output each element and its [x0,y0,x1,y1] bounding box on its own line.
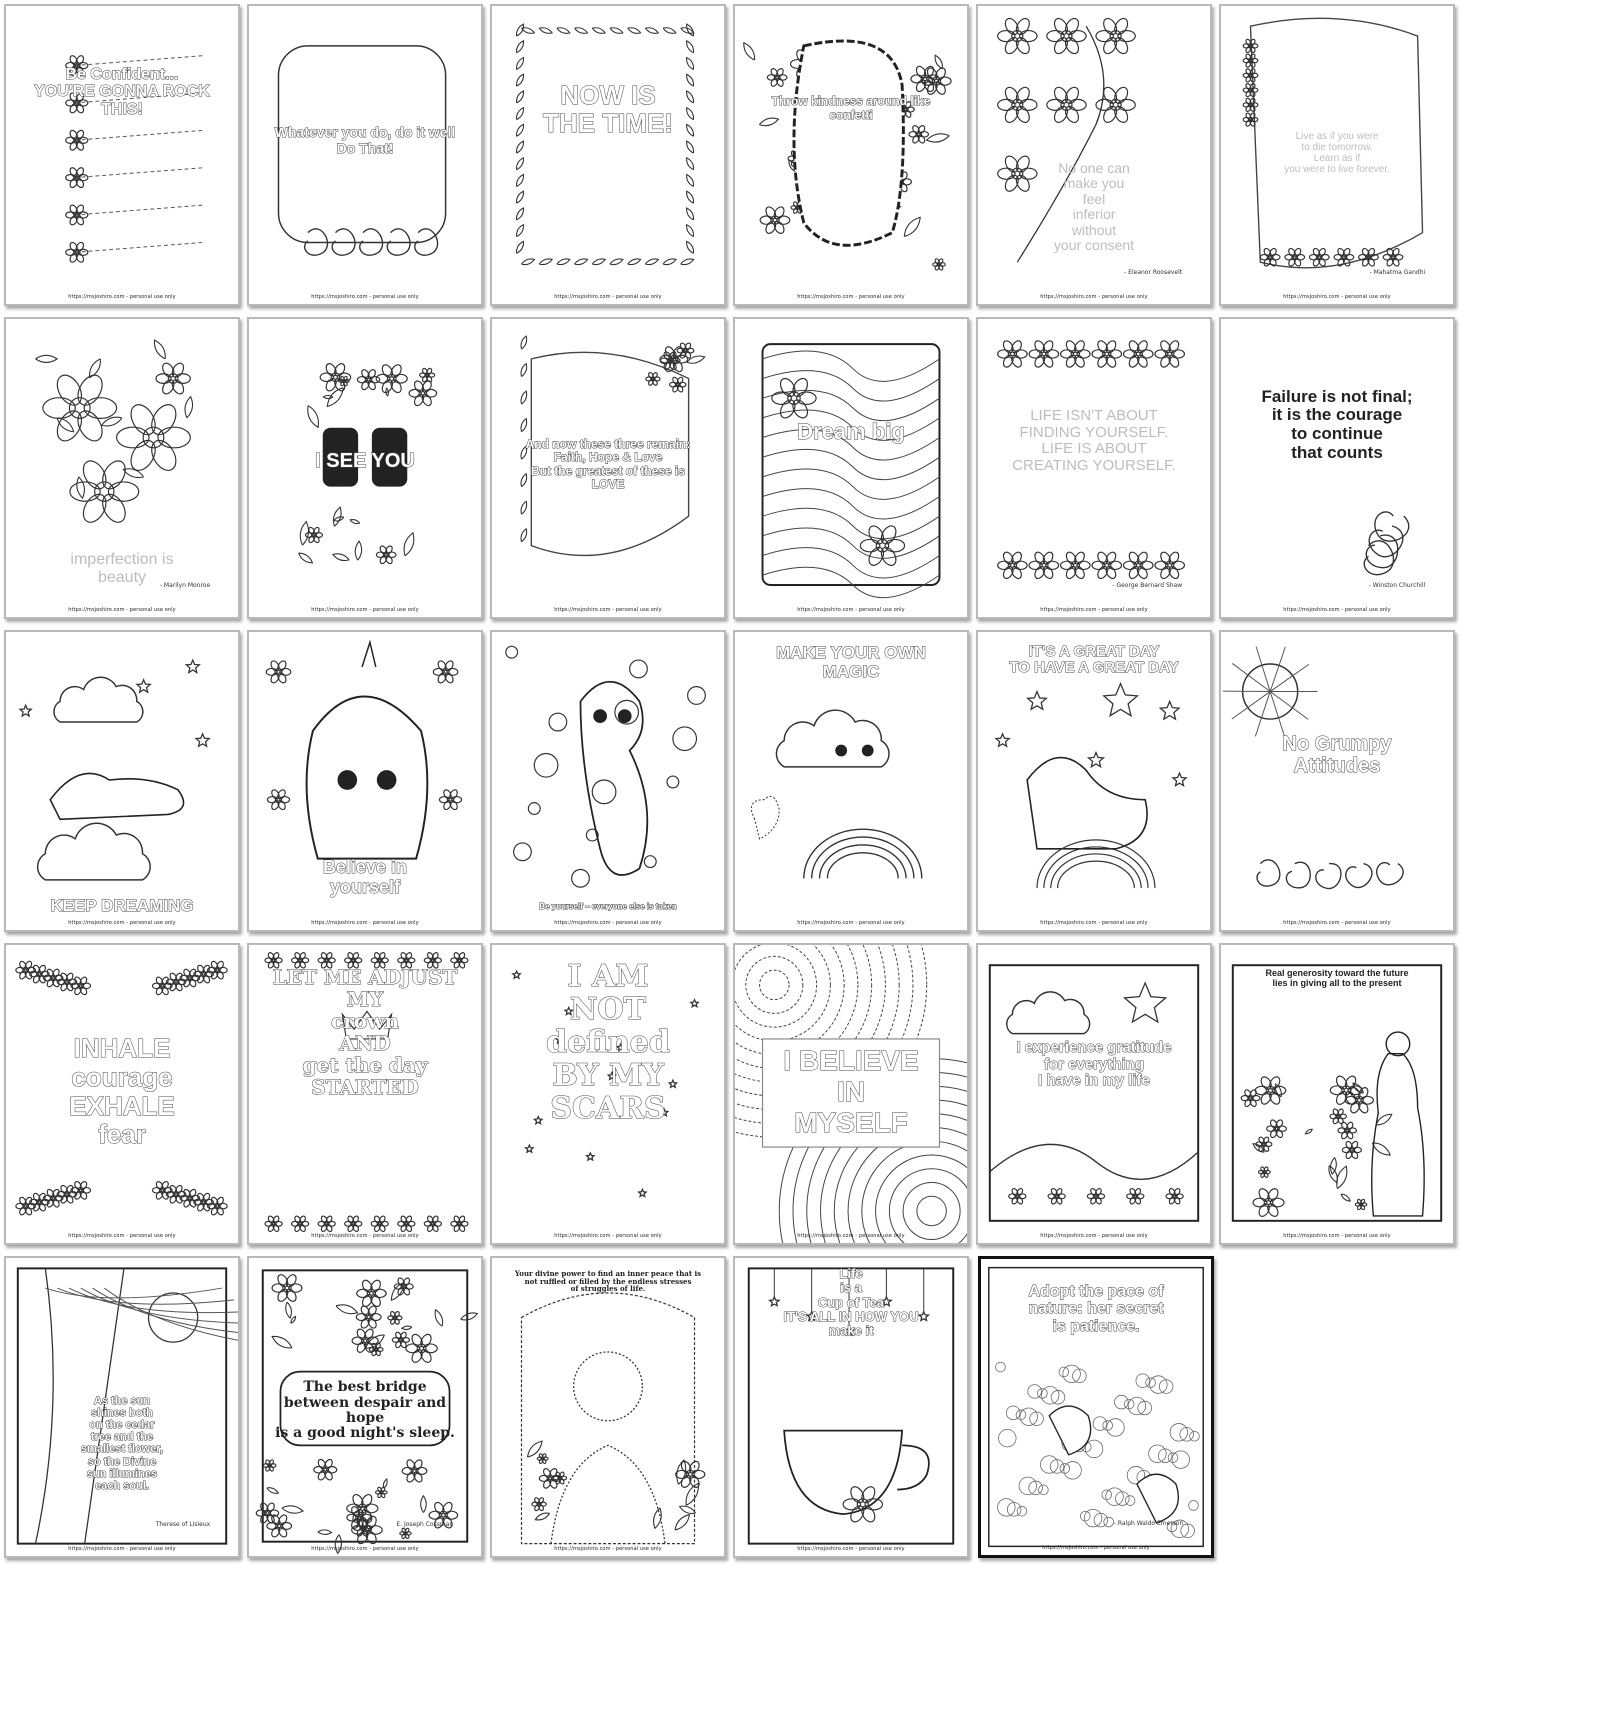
coloring-page-thumbnail[interactable] [490,4,726,306]
page-footer-url: https://msjoshiro.com - personal use only [1040,294,1148,300]
coloring-page-thumbnail[interactable] [1219,943,1455,1245]
quote-text: Adopt the pace of nature: her secret is patience. [1028,1282,1164,1335]
page-footer-url: https://msjoshiro.com - personal use only [797,294,905,300]
coloring-page-thumbnail[interactable] [733,943,969,1245]
coloring-page-thumbnail[interactable] [490,1256,726,1558]
page-footer-url: https://msjoshiro.com - personal use only [68,920,176,926]
page-footer-url: https://msjoshiro.com - personal use only [68,1233,176,1239]
coloring-illustration [1221,632,1453,930]
quote-text: NOW IS THE TIME! [543,79,673,139]
page-footer-url: https://msjoshiro.com - personal use only [554,1546,662,1552]
quote-attribution: - Winston Churchill [1368,582,1426,589]
quote-text: I SEE YOU [315,450,415,473]
quote-text: Live as if you were to die tomorrow. Learn as if you were to live forever. [1284,131,1390,176]
quote-text: I AM NOT defined BY MY SCARS [546,958,670,1126]
coloring-page-thumbnail[interactable] [976,943,1212,1245]
coloring-page-thumbnail[interactable] [4,630,240,932]
quote-text: Real generosity toward the future lies in giving all to the present [1265,967,1409,988]
coloring-page-thumbnail[interactable] [733,630,969,932]
page-footer-url: https://msjoshiro.com - personal use only [311,607,419,613]
quote-text: IT'S A GREAT DAY TO HAVE A GREAT DAY [1009,642,1179,677]
coloring-illustration [6,632,238,930]
coloring-page-thumbnail[interactable] [4,943,240,1245]
page-footer-url: https://msjoshiro.com - personal use only [68,1546,176,1552]
page-footer-url: https://msjoshiro.com - personal use only [1283,920,1391,926]
coloring-page-thumbnail[interactable] [247,630,483,932]
coloring-illustration [492,6,724,304]
page-footer-url: https://msjoshiro.com - personal use only [1283,607,1391,613]
coloring-illustration [978,6,1210,304]
quote-text: No Grumpy Attitudes [1282,733,1392,778]
coloring-page-thumbnail[interactable] [733,1256,969,1558]
quote-text: Dream big [797,419,905,445]
quote-text: Whatever you do, do it well Do That! [274,124,456,156]
quote-text: INHALE courage EXHALE fear [69,1033,175,1150]
page-footer-url: https://msjoshiro.com - personal use only [68,607,176,613]
coloring-illustration [492,632,724,930]
coloring-page-thumbnail[interactable] [733,317,969,619]
page-footer-url: https://msjoshiro.com - personal use only [797,920,905,926]
quote-text: KEEP DREAMING [50,896,194,916]
quote-attribution: - George Bernard Shaw [1112,582,1183,589]
coloring-illustration [1221,945,1453,1243]
quote-text: The best bridge between despair and hope is a good night's sleep. [275,1379,455,1442]
page-footer-url: https://msjoshiro.com - personal use only [797,1233,905,1239]
page-footer-url: https://msjoshiro.com - personal use only [797,1546,905,1552]
coloring-page-thumbnail[interactable] [1219,317,1455,619]
quote-text: Throw kindness around like confetti [771,94,931,122]
page-footer-url: https://msjoshiro.com - personal use only [554,920,662,926]
coloring-page-thumbnail[interactable] [247,1256,483,1558]
page-footer-url: https://msjoshiro.com - personal use only [1040,607,1148,613]
page-footer-url: https://msjoshiro.com - personal use only [1040,920,1148,926]
coloring-page-thumbnail[interactable] [1219,4,1455,306]
quote-attribution: E. Joseph Cossman [396,1521,454,1528]
quote-attribution: - Eleanor Roosevelt [1124,269,1183,276]
page-footer-url: https://msjoshiro.com - personal use only [1283,1233,1391,1239]
page-footer-url: https://msjoshiro.com - personal use only [1042,1545,1150,1551]
quote-text: Failure is not final; it is the courage to continue that counts [1261,386,1413,462]
quote-attribution: - Marilyn Monroe [159,582,211,589]
coloring-page-thumbnail[interactable] [247,943,483,1245]
page-footer-url: https://msjoshiro.com - personal use only [554,1233,662,1239]
coloring-illustration [735,319,967,617]
quote-text: Be Confident... YOU'RE GONNA ROCK THIS! [34,65,210,118]
coloring-page-thumbnail[interactable] [4,4,240,306]
quote-text: I experience gratitude for everything I have in my life [1016,1039,1172,1090]
page-footer-url: https://msjoshiro.com - personal use only [68,294,176,300]
quote-attribution: - Mahatma Gandhi [1369,269,1426,276]
coloring-page-thumbnail[interactable] [4,317,240,619]
page-footer-url: https://msjoshiro.com - personal use only [311,920,419,926]
coloring-page-thumbnail[interactable] [4,1256,240,1558]
coloring-page-thumbnail[interactable] [247,317,483,619]
quote-text: No one can make you feel inferior without your consent [1053,159,1135,253]
page-footer-url: https://msjoshiro.com - personal use only [1040,1233,1148,1239]
page-footer-url: https://msjoshiro.com - personal use only [311,294,419,300]
coloring-page-thumbnail[interactable] [490,317,726,619]
coloring-page-thumbnail[interactable] [490,943,726,1245]
page-footer-url: https://msjoshiro.com - personal use only [797,607,905,613]
coloring-page-thumbnail[interactable] [978,1256,1214,1558]
quote-text: And now these three remain: Faith, Hope & Love But the greatest of these is LOVE [525,437,691,491]
quote-text: Life is a Cup of Tea IT'S ALL IN HOW YOU make it [783,1265,919,1339]
coloring-illustration [6,6,238,304]
coloring-page-thumbnail[interactable] [976,317,1212,619]
coloring-page-thumbnail[interactable] [976,630,1212,932]
quote-text: LIFE ISN'T ABOUT FINDING YOURSELF. LIFE IS ABOUT CREATING YOURSELF. [1012,407,1176,474]
coloring-page-thumbnail[interactable] [976,4,1212,306]
coloring-page-thumbnail[interactable] [490,630,726,932]
coloring-page-thumbnail[interactable] [1219,630,1455,932]
quote-text: I BELIEVE IN MYSELF [783,1045,919,1138]
coloring-illustration [492,1258,724,1556]
page-footer-url: https://msjoshiro.com - personal use only [554,607,662,613]
coloring-illustration [735,6,967,304]
quote-attribution: - Ralph Waldo Emerson [1113,1520,1184,1527]
quote-text: Believe in yourself [322,857,408,898]
quote-text: LET ME ADJUST MY crown AND get the day STARTED [272,964,458,1099]
page-footer-url: https://msjoshiro.com - personal use only [554,294,662,300]
coloring-page-thumbnail[interactable] [733,4,969,306]
page-footer-url: https://msjoshiro.com - personal use only [311,1546,419,1552]
quote-attribution: Therese of Lisieux [155,1521,211,1528]
page-footer-url: https://msjoshiro.com - personal use only [1283,294,1391,300]
quote-text: MAKE YOUR OWN MAGIC [776,642,926,681]
coloring-illustration [1221,319,1453,617]
quote-text: Your divine power to find an inner peace that is not ruffled or filled by the endless stresses of struggles of life. [514,1268,702,1294]
quote-text: As the sun shines both on the cedar tree and the smallest flower, so the Divine sun illumines each soul. [81,1395,163,1492]
coloring-illustration [978,945,1210,1243]
quote-text: imperfection is beauty [70,551,174,587]
quote-text: Be yourself – everyone else is taken [539,902,677,912]
coloring-page-thumbnail[interactable] [247,4,483,306]
page-footer-url: https://msjoshiro.com - personal use only [311,1233,419,1239]
